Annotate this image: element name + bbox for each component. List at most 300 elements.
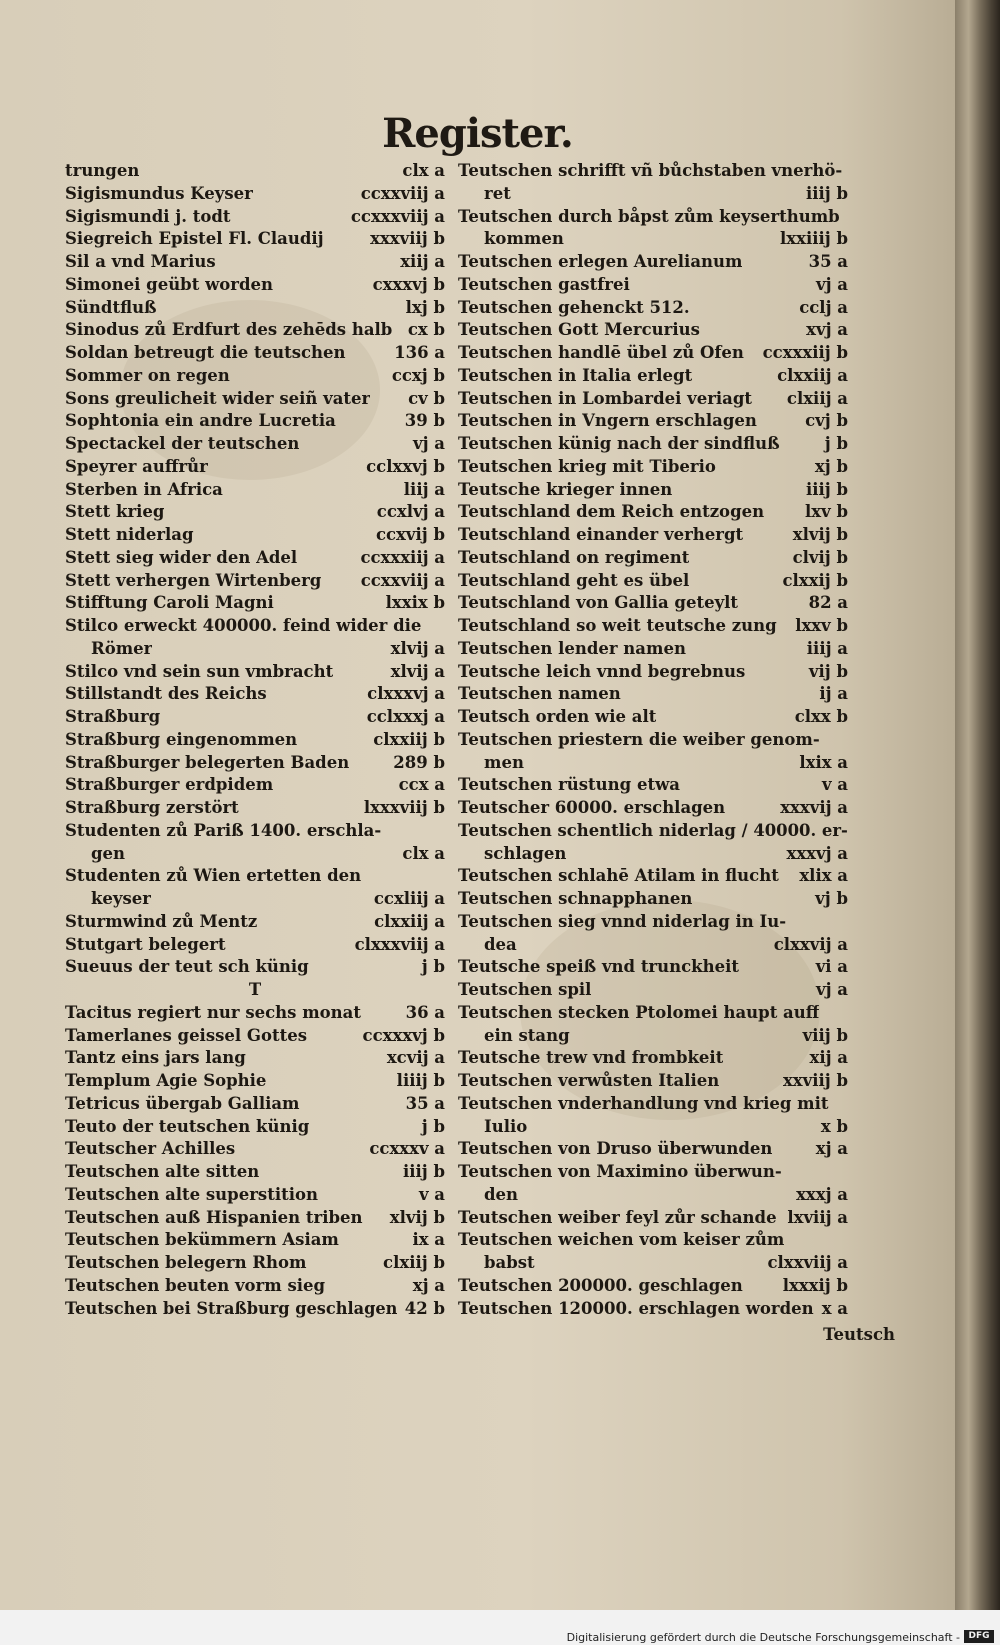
entry-page-ref: xxxviij b [370, 229, 445, 249]
entry-page-ref: 42 b [404, 1298, 445, 1318]
index-entry [458, 1116, 848, 1139]
index-entry [458, 1252, 848, 1275]
entry-page-ref: lxviij a [787, 1207, 848, 1227]
entry-page-ref: 289 b [393, 752, 445, 772]
index-entry [458, 1184, 848, 1207]
entry-page-ref: iiij b [805, 479, 848, 499]
entry-page-ref: xj b [814, 456, 848, 476]
index-entry [458, 1207, 848, 1230]
entry-page-ref: cclxxvj b [366, 456, 445, 476]
entry-text: Sturmwind zů Mentz [65, 911, 258, 931]
index-entry [65, 479, 445, 502]
index-entry [65, 911, 445, 934]
entry-page-ref: ccxvij b [375, 525, 445, 544]
entry-text: Teutschen 120000. erschlagen worden [458, 1298, 814, 1318]
entry-text: Stifftung Caroli Magni [65, 593, 274, 613]
entry-text: Teutschen in Italia erlegt [458, 365, 693, 385]
index-entry [458, 820, 848, 843]
entry-text: Stilco erweckt 400000. feind wider die [65, 616, 422, 635]
entry-page-ref: xcvij a [386, 1048, 445, 1068]
index-entry [458, 570, 848, 593]
index-entry [65, 501, 445, 524]
index-entry [458, 797, 848, 820]
index-entry [458, 979, 848, 1002]
entry-page-ref: cv b [408, 388, 445, 408]
entry-page-ref: ccxlvj a [376, 502, 445, 522]
index-entry [65, 206, 445, 229]
entry-text: Straßburger belegerten Baden [65, 752, 350, 772]
entry-page-ref: 136 a [394, 343, 445, 362]
entry-text: Teutschen lender namen [458, 638, 686, 658]
entry-text: Studenten zů Pariß 1400. erschla- [65, 820, 382, 840]
entry-text: Teutschen durch båpst zům keyserthumb [458, 206, 840, 226]
index-entry [458, 752, 848, 775]
entry-text: Teutschland von Gallia geteylt [458, 593, 739, 613]
index-entry [65, 365, 445, 388]
entry-page-ref: iiij b [805, 183, 848, 203]
entry-page-ref: ccxj b [391, 365, 445, 385]
entry-text: Sinodus zů Erdfurt des zehēds halb [65, 320, 393, 340]
entry-page-ref: iiij a [806, 638, 848, 658]
entry-text: Teutschland geht es übel [458, 570, 690, 590]
entry-text: Teutschen in Vngern erschlagen [458, 411, 757, 431]
entry-page-ref: xxxj a [796, 1184, 848, 1204]
index-entry [458, 1047, 848, 1070]
index-entry [65, 638, 445, 661]
entry-text: Teutschen schrifft vñ bůchstaben vnerhö- [458, 161, 843, 180]
index-entry [65, 1207, 445, 1230]
entry-page-ref: cxxxvj b [372, 274, 445, 294]
index-entry [65, 297, 445, 320]
entry-page-ref: 36 a [405, 1002, 445, 1022]
entry-page-ref: xxviij b [782, 1071, 848, 1090]
entry-page-ref: xxxvj a [786, 843, 848, 863]
entry-text: Sigismundus Keyser [65, 183, 253, 203]
index-entry [65, 1002, 445, 1025]
index-entry [65, 797, 445, 820]
entry-text: Teutschen von Maximino überwun- [458, 1162, 782, 1181]
index-entry [458, 1093, 848, 1116]
index-entry [65, 729, 445, 752]
index-entry [458, 365, 848, 388]
entry-text: Teutschen krieg mit Tiberio [458, 456, 716, 476]
entry-page-ref: vij b [808, 661, 848, 681]
entry-text: Teutschen handlē übel zů Ofen [458, 343, 744, 362]
entry-text: Sündtfluß [65, 297, 157, 317]
entry-text: Teutschland dem Reich entzogen [458, 502, 765, 522]
entry-text: Teutschen 200000. geschlagen [458, 1275, 743, 1295]
entry-page-ref: xij a [809, 1048, 848, 1068]
index-entry [458, 911, 848, 934]
entry-text: Tamerlanes geissel Gottes [65, 1025, 308, 1045]
index-entry [65, 615, 445, 638]
index-entry [65, 956, 445, 979]
entry-text: Sterben in Africa [65, 479, 223, 499]
entry-text: Simonei geübt worden [65, 274, 274, 294]
entry-page-ref: xlvij b [792, 525, 848, 544]
entry-page-ref: clxxiij a [374, 911, 445, 931]
index-entry [65, 1047, 445, 1070]
entry-text: Teutschen schlahē Atilam in flucht [458, 866, 779, 886]
index-entry [65, 183, 445, 206]
catchword: Teutsch [823, 1325, 895, 1344]
index-entry [65, 1229, 445, 1252]
entry-page-ref: lxxv b [795, 616, 848, 635]
entry-page-ref: clxxiij a [777, 365, 848, 385]
entry-page-ref: cx b [407, 320, 445, 340]
entry-text: ret [484, 183, 511, 203]
index-entry [458, 228, 848, 251]
index-entry [65, 820, 445, 843]
entry-page-ref: xvj a [806, 320, 848, 340]
entry-text: Straßburg [65, 707, 161, 726]
entry-page-ref: lxj b [405, 297, 445, 317]
entry-page-ref: ccxxxiij b [762, 343, 848, 362]
index-entry [458, 183, 848, 206]
entry-text: ein stang [484, 1025, 570, 1045]
entry-text: Teutschen weichen vom keiser zům [458, 1230, 785, 1250]
entry-text: Sil a vnd Marius [65, 252, 216, 271]
index-entry [458, 774, 848, 797]
entry-text: Teutschen weiber feyl zůr schande [458, 1207, 777, 1227]
entry-text: Stilco vnd sein sun vmbracht [65, 661, 334, 681]
entry-page-ref: v a [418, 1184, 445, 1204]
entry-text: Sophtonia ein andre Lucretia [65, 411, 336, 431]
entry-text: Teutscher 60000. erschlagen [458, 798, 726, 817]
entry-text: den [484, 1184, 519, 1204]
index-entry [458, 1138, 848, 1161]
entry-page-ref: ccxxxvj b [362, 1025, 445, 1045]
index-entry [65, 661, 445, 684]
entry-text: T [248, 980, 262, 999]
entry-page-ref: iiij b [402, 1162, 445, 1181]
entry-page-ref: clxxxviij a [354, 934, 445, 954]
entry-text: Tantz eins jars lang [65, 1048, 246, 1068]
index-entry [65, 319, 445, 342]
index-entry [458, 1025, 848, 1048]
index-entry [458, 274, 848, 297]
entry-text: Teutschen bekümmern Asiam [65, 1230, 339, 1250]
index-entry [458, 1002, 848, 1025]
index-entry [65, 1070, 445, 1093]
entry-page-ref: j b [421, 1116, 445, 1136]
entry-text: Teutschen in Lombardei veriagt [458, 388, 753, 408]
entry-text: gen [91, 843, 126, 863]
entry-text: Teutschen priestern die weiber genom- [458, 729, 820, 749]
index-entry [458, 615, 848, 638]
entry-page-ref: ccxxxiij a [360, 547, 445, 567]
index-entry [65, 1252, 445, 1275]
index-entry [458, 729, 848, 752]
entry-text: Sigismundi j. todt [65, 206, 231, 226]
entry-text: babst [484, 1253, 535, 1272]
entry-text: Tetricus übergab Galliam [65, 1093, 300, 1113]
entry-page-ref: lxxiiij b [780, 229, 848, 249]
index-entry [65, 1093, 445, 1116]
index-entry [458, 479, 848, 502]
index-entry [65, 752, 445, 775]
entry-text: Teutschen vnderhandlung vnd krieg mit [458, 1093, 829, 1113]
entry-page-ref: clvij b [792, 547, 848, 567]
entry-text: Teutschen namen [458, 684, 621, 704]
index-entry [458, 843, 848, 866]
entry-page-ref: cclj a [799, 297, 848, 317]
entry-page-ref: vj a [816, 274, 848, 294]
entry-page-ref: j b [421, 957, 445, 977]
index-entry [65, 888, 445, 911]
entry-page-ref: j b [824, 434, 848, 453]
entry-text: Iulio [484, 1116, 528, 1136]
entry-text: Sommer on regen [65, 365, 230, 385]
entry-text: Teutschland on regiment [458, 547, 690, 567]
entry-text: Teutschland einander verhergt [458, 525, 744, 544]
page-heading: Register. [382, 110, 573, 157]
entry-text: Teutschen spil [458, 980, 592, 999]
index-entry [65, 1298, 445, 1321]
index-entry [65, 410, 445, 433]
entry-page-ref: clx a [402, 843, 445, 863]
entry-page-ref: xiij a [400, 252, 445, 271]
entry-page-ref: clxxxvj a [367, 684, 445, 704]
entry-text: Teuto der teutschen künig [65, 1116, 310, 1136]
index-entry [458, 1070, 848, 1093]
entry-text: schlagen [484, 843, 567, 863]
entry-text: Stett krieg [65, 502, 165, 522]
entry-text: Teutschen schnapphanen [458, 889, 693, 908]
index-entry [65, 1138, 445, 1161]
index-entry [458, 206, 848, 229]
entry-text: Römer [91, 638, 153, 658]
index-entry [458, 888, 848, 911]
entry-page-ref: clxxij b [782, 570, 848, 590]
entry-page-ref: liiij b [396, 1071, 445, 1090]
index-entry [458, 501, 848, 524]
entry-page-ref: lxix a [799, 752, 848, 772]
entry-page-ref: liij a [403, 479, 445, 499]
entry-page-ref: lxxxviij b [363, 798, 445, 817]
entry-text: Teutschen belegern Rhom [65, 1253, 307, 1272]
entry-text: Tacitus regiert nur sechs monat [65, 1002, 361, 1022]
entry-text: Teutschen alte sitten [65, 1162, 260, 1181]
entry-text: Teutschen erlegen Aurelianum [458, 252, 743, 271]
entry-text: Teutschen bei Straßburg geschlagen [65, 1298, 398, 1318]
entry-text: Soldan betreugt die teutschen [65, 343, 346, 362]
entry-text: Stett verhergen Wirtenberg [65, 570, 322, 590]
entry-page-ref: lxv b [805, 502, 848, 522]
entry-page-ref: clxx b [794, 707, 848, 726]
index-entry [65, 683, 445, 706]
entry-page-ref: 35 a [405, 1093, 445, 1113]
index-entry [458, 342, 848, 365]
entry-text: Templum Agie Sophie [65, 1071, 267, 1090]
entry-page-ref: clxxvij a [773, 934, 848, 954]
index-entry [458, 160, 848, 183]
entry-text: Teutschen von Druso überwunden [458, 1139, 773, 1159]
entry-text: Teutschen gehenckt 512. [458, 297, 690, 317]
entry-page-ref: lxxix b [385, 593, 445, 613]
entry-page-ref: xj a [412, 1275, 445, 1295]
index-entry [65, 570, 445, 593]
index-entry [458, 456, 848, 479]
entry-text: Teutschen schentlich niderlag / 40000. er- [458, 820, 848, 840]
entry-page-ref: cvj b [805, 411, 848, 431]
index-entry [65, 433, 445, 456]
index-entry [458, 433, 848, 456]
index-entry [65, 547, 445, 570]
index-entry [458, 388, 848, 411]
index-entry [65, 228, 445, 251]
index-entry [65, 865, 445, 888]
index-entry [65, 774, 445, 797]
index-entry [65, 251, 445, 274]
index-entry [458, 661, 848, 684]
entry-page-ref: ccxxviij a [360, 570, 445, 590]
entry-text: Sueuus der teut sch künig [65, 957, 309, 977]
index-entry [458, 319, 848, 342]
entry-text: Teutsche speiß vnd trunckheit [458, 957, 739, 977]
entry-page-ref: xlvij a [390, 638, 445, 658]
index-entry [458, 956, 848, 979]
entry-page-ref: ccxliij a [373, 889, 445, 908]
footer-credit: Digitalisierung gefördert durch die Deutsche Forschungsgemeinschaft - [566, 1631, 960, 1644]
entry-page-ref: xlvij b [389, 1207, 445, 1227]
index-entry [458, 547, 848, 570]
index-entry [458, 1298, 848, 1321]
index-entry [65, 1161, 445, 1184]
index-entry [458, 410, 848, 433]
entry-text: Straßburger erdpidem [65, 775, 274, 795]
entry-text: trungen [65, 161, 140, 180]
index-entry [65, 342, 445, 365]
entry-text: men [484, 752, 524, 772]
index-entry [458, 1229, 848, 1252]
entry-text: Sons greulicheit wider seiñ vater [65, 388, 371, 408]
entry-text: Siegreich Epistel Fl. Claudij [65, 229, 324, 249]
entry-page-ref: 39 b [404, 411, 445, 431]
entry-text: Speyrer auffrůr [65, 456, 208, 476]
entry-text: Teutschland so weit teutsche zung [458, 616, 777, 635]
index-entry [458, 683, 848, 706]
entry-page-ref: xlix a [799, 866, 848, 886]
entry-page-ref: ix a [412, 1230, 445, 1250]
entry-text: Teutsche trew vnd frombkeit [458, 1048, 724, 1068]
index-entry [65, 524, 445, 547]
index-entry [65, 1116, 445, 1139]
index-entry [458, 251, 848, 274]
dfg-logo-badge: DFG [964, 1630, 994, 1643]
entry-page-ref: xlvij a [390, 661, 445, 681]
index-entry [458, 592, 848, 615]
index-entry [65, 934, 445, 957]
index-entry [65, 706, 445, 729]
entry-page-ref: clx a [402, 161, 445, 180]
entry-text: Spectackel der teutschen [65, 434, 300, 453]
entry-text: Teutschen rüstung etwa [458, 775, 680, 795]
entry-text: kommen [484, 229, 564, 249]
index-entry [458, 297, 848, 320]
entry-text: Stett niderlag [65, 525, 194, 544]
entry-text: Teutsche leich vnnd begrebnus [458, 661, 746, 681]
entry-page-ref: vj b [815, 889, 848, 908]
entry-page-ref: ccxxxviij a [350, 206, 445, 226]
entry-page-ref: clxxviij a [767, 1253, 848, 1272]
entry-text: Straßburg eingenommen [65, 729, 298, 749]
entry-page-ref: clxiij b [383, 1253, 445, 1272]
index-entry [65, 274, 445, 297]
entry-page-ref: ccxxviij a [360, 183, 445, 203]
index-entry [65, 1025, 445, 1048]
entry-page-ref: vi a [815, 957, 848, 977]
entry-text: Teutschen auß Hispanien triben [65, 1207, 363, 1227]
entry-text: Teutscher Achilles [65, 1139, 236, 1159]
entry-page-ref: clxiij a [786, 388, 848, 408]
entry-text: Teutschen stecken Ptolomei haupt auff [458, 1002, 820, 1022]
entry-page-ref: ij a [819, 684, 848, 704]
entry-text: keyser [91, 889, 151, 908]
entry-text: Teutsch orden wie alt [458, 707, 657, 726]
index-entry [65, 979, 445, 1002]
right-index-column [458, 160, 848, 1320]
entry-text: Studenten zů Wien ertetten den [65, 866, 362, 886]
entry-text: Teutschen sieg vnnd niderlag in Iu- [458, 911, 787, 931]
index-entry [65, 456, 445, 479]
entry-text: Teutschen alte superstition [65, 1184, 318, 1204]
index-entry [458, 706, 848, 729]
index-entry [458, 1161, 848, 1184]
entry-text: Teutschen gastfrei [458, 274, 630, 294]
index-entry [65, 592, 445, 615]
entry-page-ref: viij b [802, 1025, 848, 1045]
entry-text: dea [484, 934, 517, 954]
index-entry [458, 865, 848, 888]
entry-text: Teutschen Gott Mercurius [458, 320, 700, 340]
left-index-column [65, 160, 445, 1320]
entry-page-ref: clxxiij b [373, 729, 445, 749]
index-entry [458, 638, 848, 661]
entry-page-ref: lxxxij b [782, 1275, 848, 1295]
entry-page-ref: v a [821, 775, 848, 795]
index-entry [458, 1275, 848, 1298]
index-entry [65, 1184, 445, 1207]
entry-page-ref: x b [820, 1116, 848, 1136]
index-entry [65, 1275, 445, 1298]
entry-page-ref: ccx a [398, 775, 445, 795]
index-entry [65, 160, 445, 183]
entry-text: Teutschen beuten vorm sieg [65, 1275, 326, 1295]
entry-text: Teutschen verwůsten Italien [458, 1071, 720, 1090]
entry-page-ref: xj a [815, 1139, 848, 1159]
index-entry [65, 843, 445, 866]
entry-page-ref: cclxxxj a [366, 707, 445, 726]
entry-text: Teutsche krieger innen [458, 479, 673, 499]
entry-page-ref: vj a [413, 434, 445, 453]
entry-page-ref: 82 a [808, 593, 848, 613]
entry-page-ref: xxxvij a [780, 798, 848, 817]
index-entry [458, 524, 848, 547]
entry-page-ref: 35 a [808, 252, 848, 271]
entry-text: Stutgart belegert [65, 934, 226, 954]
entry-text: Straßburg zerstört [65, 798, 239, 817]
entry-page-ref: vj a [816, 980, 848, 999]
entry-page-ref: ccxxxv a [369, 1139, 445, 1159]
index-entry [65, 388, 445, 411]
entry-page-ref: x a [821, 1298, 848, 1318]
index-entry [458, 934, 848, 957]
entry-text: Teutschen künig nach der sindfluß [458, 434, 780, 453]
entry-text: Stett sieg wider den Adel [65, 547, 298, 567]
entry-text: Stillstandt des Reichs [65, 684, 267, 704]
page-edge [955, 0, 1000, 1610]
